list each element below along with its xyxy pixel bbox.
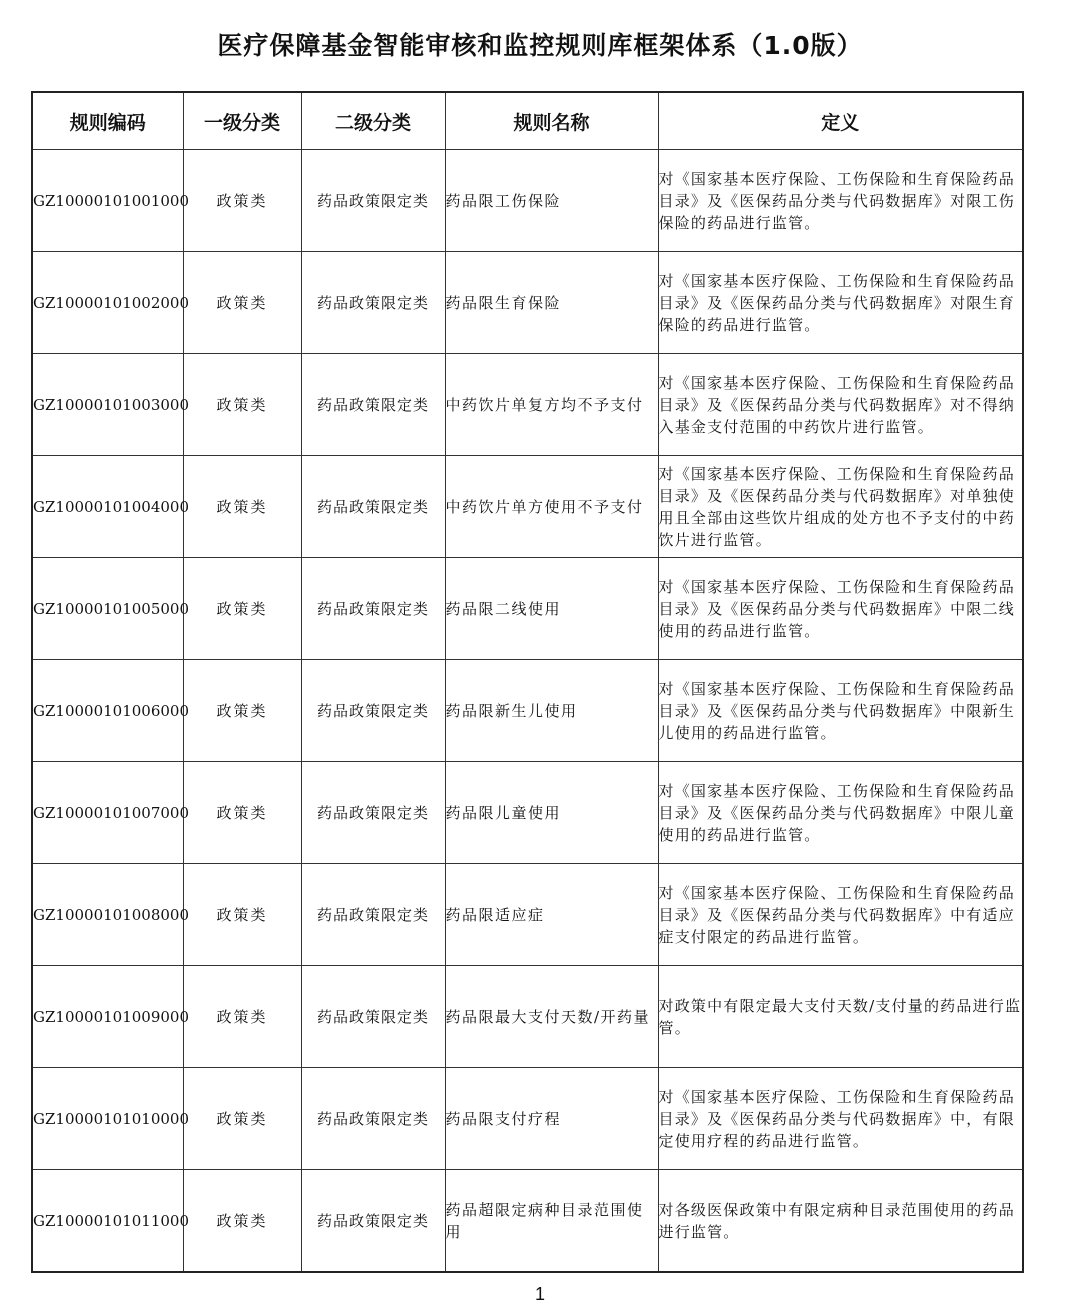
table-header-row	[32, 92, 1023, 150]
rule-name-cell: 药品限新生儿使用	[445, 660, 658, 762]
level2-category-cell: 药品政策限定类	[301, 966, 445, 1068]
level1-category-cell: 政策类	[183, 354, 301, 456]
definition-cell: 对《国家基本医疗保险、工伤保险和生育保险药品目录》及《医保药品分类与代码数据库》对不得纳入基金支付范围的中药饮片进行监管。	[658, 354, 1023, 456]
header-rule-code: 规则编码	[32, 92, 183, 150]
level1-category-cell: 政策类	[183, 660, 301, 762]
rule-name-cell: 药品限儿童使用	[445, 762, 658, 864]
definition-cell: 对各级医保政策中有限定病种目录范围使用的药品进行监管。	[658, 1170, 1023, 1273]
level1-category-cell: 政策类	[183, 456, 301, 558]
level2-category-cell: 药品政策限定类	[301, 252, 445, 354]
table-row	[32, 150, 1023, 252]
definition-cell: 对政策中有限定最大支付天数/支付量的药品进行监管。	[658, 966, 1023, 1068]
table-row	[32, 558, 1023, 660]
rule-name-cell: 药品限工伤保险	[445, 150, 658, 252]
rule-code-cell: GZ10000101009000	[32, 966, 183, 1068]
header-definition: 定义	[658, 92, 1023, 150]
rule-name-cell: 药品限最大支付天数/开药量	[445, 966, 658, 1068]
rule-code-cell: GZ10000101008000	[32, 864, 183, 966]
header-rule-name: 规则名称	[445, 92, 658, 150]
rule-code-cell: GZ10000101007000	[32, 762, 183, 864]
rule-code-cell: GZ10000101004000	[32, 456, 183, 558]
table-row	[32, 1068, 1023, 1170]
rule-name-cell: 药品限适应症	[445, 864, 658, 966]
level1-category-cell: 政策类	[183, 150, 301, 252]
header-level1-category: 一级分类	[183, 92, 301, 150]
table-row	[32, 354, 1023, 456]
rule-name-cell: 药品超限定病种目录范围使用	[445, 1170, 658, 1273]
definition-cell: 对《国家基本医疗保险、工伤保险和生育保险药品目录》及《医保药品分类与代码数据库》对限生育保险的药品进行监管。	[658, 252, 1023, 354]
level2-category-cell: 药品政策限定类	[301, 1170, 445, 1273]
rule-code-cell: GZ10000101005000	[32, 558, 183, 660]
rule-name-cell: 中药饮片单复方均不予支付	[445, 354, 658, 456]
definition-cell: 对《国家基本医疗保险、工伤保险和生育保险药品目录》及《医保药品分类与代码数据库》中限新生儿使用的药品进行监管。	[658, 660, 1023, 762]
level2-category-cell: 药品政策限定类	[301, 762, 445, 864]
header-level2-category: 二级分类	[301, 92, 445, 150]
level2-category-cell: 药品政策限定类	[301, 558, 445, 660]
table-row	[32, 456, 1023, 558]
level1-category-cell: 政策类	[183, 252, 301, 354]
table-row	[32, 660, 1023, 762]
rule-name-cell: 药品限生育保险	[445, 252, 658, 354]
table-row	[32, 762, 1023, 864]
level1-category-cell: 政策类	[183, 1170, 301, 1273]
level1-category-cell: 政策类	[183, 558, 301, 660]
definition-cell: 对《国家基本医疗保险、工伤保险和生育保险药品目录》及《医保药品分类与代码数据库》中限二线使用的药品进行监管。	[658, 558, 1023, 660]
table-row	[32, 1170, 1023, 1273]
table-row	[32, 252, 1023, 354]
rule-code-cell: GZ10000101001000	[32, 150, 183, 252]
level2-category-cell: 药品政策限定类	[301, 354, 445, 456]
definition-cell: 对《国家基本医疗保险、工伤保险和生育保险药品目录》及《医保药品分类与代码数据库》中有适应症支付限定的药品进行监管。	[658, 864, 1023, 966]
rules-table	[31, 91, 1024, 1273]
level2-category-cell: 药品政策限定类	[301, 150, 445, 252]
rule-name-cell: 药品限二线使用	[445, 558, 658, 660]
level1-category-cell: 政策类	[183, 1068, 301, 1170]
rule-code-cell: GZ10000101006000	[32, 660, 183, 762]
table-row	[32, 966, 1023, 1068]
rule-code-cell: GZ10000101003000	[32, 354, 183, 456]
rule-code-cell: GZ10000101002000	[32, 252, 183, 354]
rule-name-cell: 中药饮片单方使用不予支付	[445, 456, 658, 558]
level2-category-cell: 药品政策限定类	[301, 660, 445, 762]
table-row	[32, 864, 1023, 966]
page-number: 1	[534, 1284, 545, 1304]
rule-name-cell: 药品限支付疗程	[445, 1068, 658, 1170]
level2-category-cell: 药品政策限定类	[301, 456, 445, 558]
level2-category-cell: 药品政策限定类	[301, 864, 445, 966]
definition-cell: 对《国家基本医疗保险、工伤保险和生育保险药品目录》及《医保药品分类与代码数据库》对限工伤保险的药品进行监管。	[658, 150, 1023, 252]
document-title: 医疗保障基金智能审核和监控规则库框架体系（1.0版）	[217, 31, 863, 60]
definition-cell: 对《国家基本医疗保险、工伤保险和生育保险药品目录》及《医保药品分类与代码数据库》中限儿童使用的药品进行监管。	[658, 762, 1023, 864]
level1-category-cell: 政策类	[183, 864, 301, 966]
level1-category-cell: 政策类	[183, 966, 301, 1068]
definition-cell: 对《国家基本医疗保险、工伤保险和生育保险药品目录》及《医保药品分类与代码数据库》对单独使用且全部由这些饮片组成的处方也不予支付的中药饮片进行监管。	[658, 456, 1023, 558]
level1-category-cell: 政策类	[183, 762, 301, 864]
rule-code-cell: GZ10000101011000	[32, 1170, 183, 1273]
rule-code-cell: GZ10000101010000	[32, 1068, 183, 1170]
level2-category-cell: 药品政策限定类	[301, 1068, 445, 1170]
definition-cell: 对《国家基本医疗保险、工伤保险和生育保险药品目录》及《医保药品分类与代码数据库》中，有限定使用疗程的药品进行监管。	[658, 1068, 1023, 1170]
